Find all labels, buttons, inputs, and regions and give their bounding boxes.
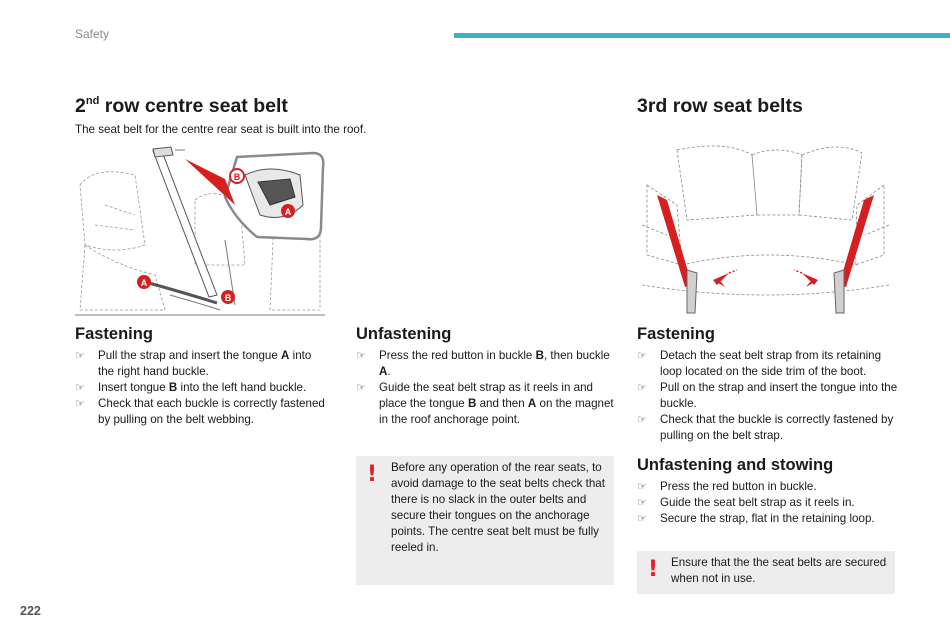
list-item: ☞ Secure the strap, flat in the retaining loop. (637, 512, 875, 525)
pointer-icon: ☞ (637, 382, 647, 394)
list-item: ☞ Pull on the strap and insert the tongue into the buckle. (637, 381, 898, 410)
third-row-title: 3rd row seat belts (637, 95, 803, 117)
list-item: ☞ Pull the strap and insert the tongue A into the right hand buckle. (75, 349, 312, 378)
pointer-icon: ☞ (75, 398, 85, 410)
col2-list (356, 348, 614, 428)
list-item: ☞ Insert tongue B into the left hand buckle. (75, 381, 307, 394)
pointer-icon: ☞ (637, 513, 647, 525)
centre-belt-illustration (75, 145, 325, 317)
col1-list (75, 348, 330, 428)
label-b-seat: B (224, 293, 232, 303)
centre-belt-title: 2nd row centre seat belt (75, 94, 288, 117)
secure-belts-warning-box (637, 551, 895, 594)
col3-heading: Fastening (637, 325, 715, 343)
list-item: ☞ Guide the seat belt strap as it reels in. (637, 496, 855, 509)
col3-list (637, 348, 899, 444)
col2-heading: Unfastening (356, 325, 452, 343)
header-accent-bar (454, 33, 950, 38)
col3-heading2: Unfastening and stowing (637, 456, 834, 474)
list-item: ☞ Press the red button in buckle. (637, 480, 817, 493)
list-item: ☞ Detach the seat belt strap from its retaining loop located on the side trim of the boot. (637, 349, 882, 378)
pointer-icon: ☞ (356, 382, 366, 394)
col1-heading: Fastening (75, 325, 153, 343)
pointer-icon: ☞ (637, 497, 647, 509)
page-number: 222 (20, 604, 41, 618)
pointer-icon: ☞ (637, 414, 647, 426)
label-b-inset: B (233, 172, 241, 182)
rear-seat-warning-text: Before any operation of the rear seats, to avoid damage to the seat belts check that there is no slack in the outer belts and secure their tongues on the anchorage points. The centre seat belt must be fully reeled in. (391, 461, 605, 554)
rear-seat-warning-box (356, 456, 614, 585)
list-item: ☞ Check that the buckle is correctly fastened by pulling on the belt strap. (637, 413, 894, 442)
section-label: Safety (75, 27, 110, 41)
pointer-icon: ☞ (637, 481, 647, 493)
warning-icon: ! (367, 462, 378, 487)
label-a-inset: A (284, 207, 292, 217)
centre-belt-intro: The seat belt for the centre rear seat is built into the roof. (75, 123, 367, 136)
list-item: ☞ Press the red button in buckle B, then buckle A. (356, 349, 610, 378)
list-item: ☞ Guide the seat belt strap as it reels in and place the tongue B and then A on the magnet in the roof anchorage point. (356, 381, 614, 426)
warning-icon: ! (648, 557, 659, 582)
third-row-illustration (637, 145, 894, 317)
col3-list2 (637, 479, 899, 527)
list-item: ☞ Check that each buckle is correctly fastened by pulling on the belt webbing. (75, 397, 325, 426)
pointer-icon: ☞ (356, 350, 366, 362)
secure-belts-warning-text: Ensure that the the seat belts are secured when not in use. (671, 556, 887, 585)
pointer-icon: ☞ (75, 350, 85, 362)
pointer-icon: ☞ (637, 350, 647, 362)
label-a-seat: A (140, 278, 148, 288)
pointer-icon: ☞ (75, 382, 85, 394)
